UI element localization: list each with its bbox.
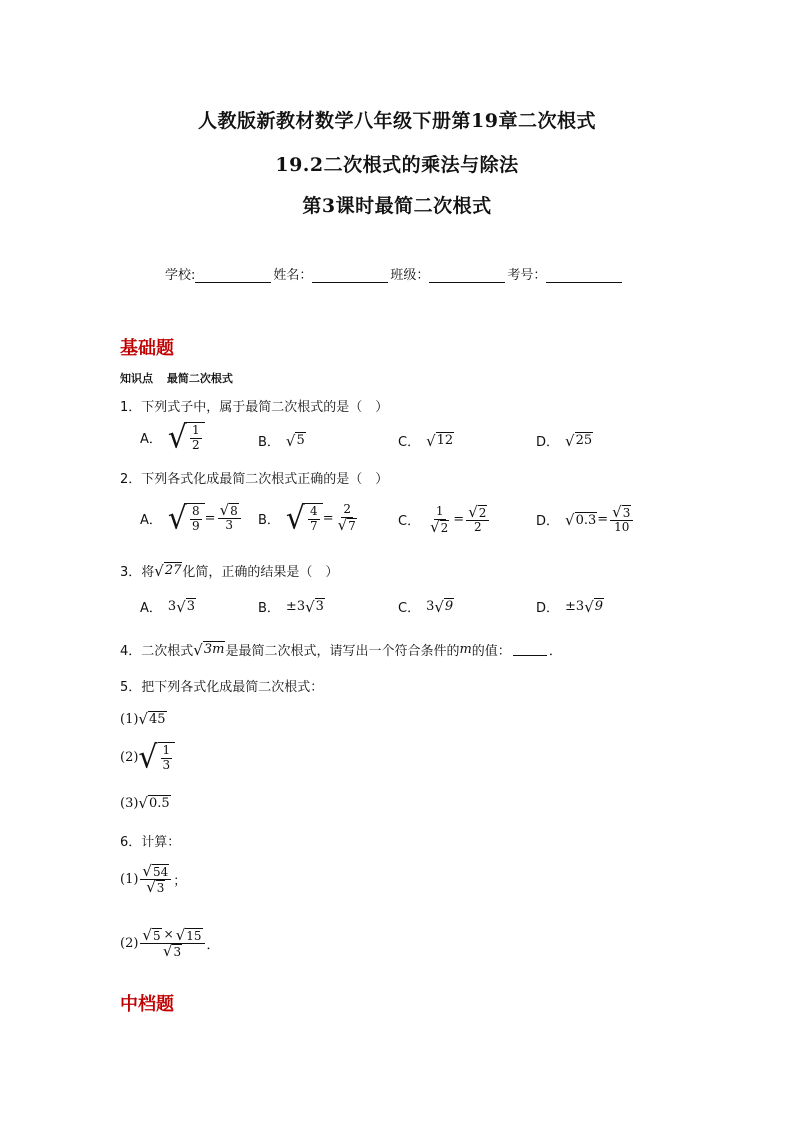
equals-sign: = [453,512,465,528]
question-5: 5．把下列各式化成最简二次根式： [120,680,324,695]
q5-2-num: 1 [162,743,171,757]
q5-2-den: 3 [162,757,171,772]
semicolon: ； [173,874,187,890]
q2-b-res-num: 2 [343,502,352,517]
period: ． [206,938,220,954]
q1-option-a[interactable]: A． √ $\frac{1}{2}$ [140,422,205,453]
option-label: D． [536,435,560,450]
q1-d-radicand: 25 [575,433,593,449]
equals-sign: = [204,510,216,526]
q6-part-1: (1) √ 54 √ 3 ； [120,862,187,897]
q1-a-num: 1 [192,423,200,437]
q1-option-d[interactable]: D． √ 25 [536,431,593,450]
q1-option-b[interactable]: B． √ 5 [258,431,305,450]
q6-2-den: 3 [173,945,182,960]
exam-no-label: 考号： [507,268,547,283]
q1-a-den: 2 [192,437,200,452]
q2-option-d[interactable]: D． √ 0.3 = √ 3 10 [536,505,635,535]
q2-option-b[interactable]: B． √ $\frac{4}{7}$ = 2 √ 7 [258,499,356,537]
q4-text-post: 的值： [471,644,511,659]
option-label: B． [258,512,280,528]
option-label: A． [140,431,162,447]
q3-c-radicand: 9 [444,599,454,615]
option-label: C． [398,435,421,450]
option-label: A． [140,512,162,528]
name-blank[interactable] [312,268,388,283]
q4-variable: m [459,642,472,657]
question-6: 6．计算： [120,835,181,850]
equals-sign: = [597,512,609,528]
q3-text-post: 化简，正确的结果是（ ） [182,565,339,580]
exam-no-blank[interactable] [546,268,622,283]
option-label: A． [140,601,162,616]
q6-1-num: 54 [152,865,169,879]
q3-text-pre: 3．将 [120,565,155,580]
question-1: 1．下列式子中，属于最简二次根式的是（ ） [120,400,389,415]
part-label: (1) [120,711,139,727]
q2-a-den: 9 [192,518,200,533]
student-info-row [165,264,624,283]
page-title: 人教版新教材数学八年级下册第19章二次根式 [198,110,596,132]
option-label: D． [536,514,560,530]
q4-text-mid: 是最简二次根式，请写出一个符合条件的 [225,644,460,659]
section-title: 19.2二次根式的乘法与除法 [275,154,519,176]
question-4: 4．二次根式 √ 3m 是最简二次根式，请写出一个符合条件的 m 的值： ． [120,640,562,659]
q6-part-2: (2) √ 5 × √ 15 √ 3 ． [120,926,220,961]
q2-option-c[interactable]: C． 1 √ 2 = √ 2 2 [398,505,491,535]
section-medium-heading: 中档题 [120,994,174,1015]
q5-1-radicand: 45 [148,712,166,727]
q4-answer-blank[interactable] [513,643,547,656]
q6-2-num-b: 15 [186,929,202,943]
q4-text-pre: 4．二次根式 [120,644,194,659]
q3-radicand: 27 [164,563,182,579]
q1-option-c[interactable]: C． √ 12 [398,431,454,450]
q1-c-radicand: 12 [436,433,454,449]
q2-d-res-den: 10 [614,520,630,535]
q3-b-radicand: 3 [315,599,324,615]
school-blank[interactable] [195,268,271,283]
part-label: (3) [120,795,139,811]
q3-option-a[interactable]: A． 3 √ 3 [140,597,196,616]
q6-1-den: 3 [156,881,165,896]
q3-b-coef: ±3 [285,599,306,614]
q2-c-den: 2 [440,520,449,535]
class-label: 班级： [390,268,430,283]
q5-3-radicand: 0.5 [148,796,170,811]
part-label: (2) [120,749,139,765]
question-2: 2．下列各式化成最简二次根式正确的是（ ） [120,472,389,487]
q5-part-2: (2) √ $\frac{1}{3}$ [120,742,175,773]
class-blank[interactable] [429,268,505,283]
option-label: C． [398,514,421,530]
q2-d-radicand: 0.3 [575,512,597,528]
times-sign: × [163,927,174,941]
q5-part-1: (1) √ 45 [120,710,166,729]
equals-sign: = [322,510,334,526]
q3-d-coef: ±3 [565,599,585,614]
q3-c-coef: 3 [426,599,435,614]
knowledge-point: 知识点 最简二次根式 [120,372,233,385]
q2-c-num: 1 [435,504,444,518]
option-label: D． [536,601,560,616]
q2-b-num: 4 [310,504,318,518]
q3-a-coef: 3 [167,599,177,614]
q4-text-end: ． [548,644,562,659]
q3-d-radicand: 9 [594,599,604,615]
option-label: B． [258,435,280,450]
q6-2-num-a: 5 [152,929,161,943]
q2-option-a[interactable]: A． √ $\frac{8}{9}$ = √ 8 3 [140,503,243,534]
q2-c-res-num: 2 [478,506,487,520]
option-label: B． [258,601,280,616]
q2-a-res-den: 3 [225,518,233,533]
lesson-title: 第3课时最简二次根式 [302,195,492,217]
q2-d-res-num: 3 [622,506,631,520]
q2-a-num: 8 [192,504,200,518]
q3-a-radicand: 3 [186,599,196,615]
q2-b-den: 7 [310,518,318,533]
q3-option-b[interactable]: B． ±3 √ 3 [258,597,324,616]
q2-c-res-den: 2 [473,520,482,535]
part-label: (1) [120,872,139,888]
q4-radicand: 3m [203,642,225,658]
q2-b-res-den: 7 [348,519,356,534]
question-3: 3．将 √ 27 化简，正确的结果是（ ） [120,561,339,580]
q3-option-d[interactable]: D． ±3 √ 9 [536,597,604,616]
part-label: (2) [120,936,139,952]
section-basic-heading: 基础题 [120,338,174,359]
option-label: C． [398,601,421,616]
q2-a-res-num: 8 [230,504,238,519]
name-label: 姓名： [273,268,313,283]
q5-part-3: (3) √ 0.5 [120,794,170,813]
q1-b-radicand: 5 [296,433,305,449]
q3-option-c[interactable]: C． 3 √ 9 [398,597,454,616]
school-label: 学校: [165,268,196,283]
